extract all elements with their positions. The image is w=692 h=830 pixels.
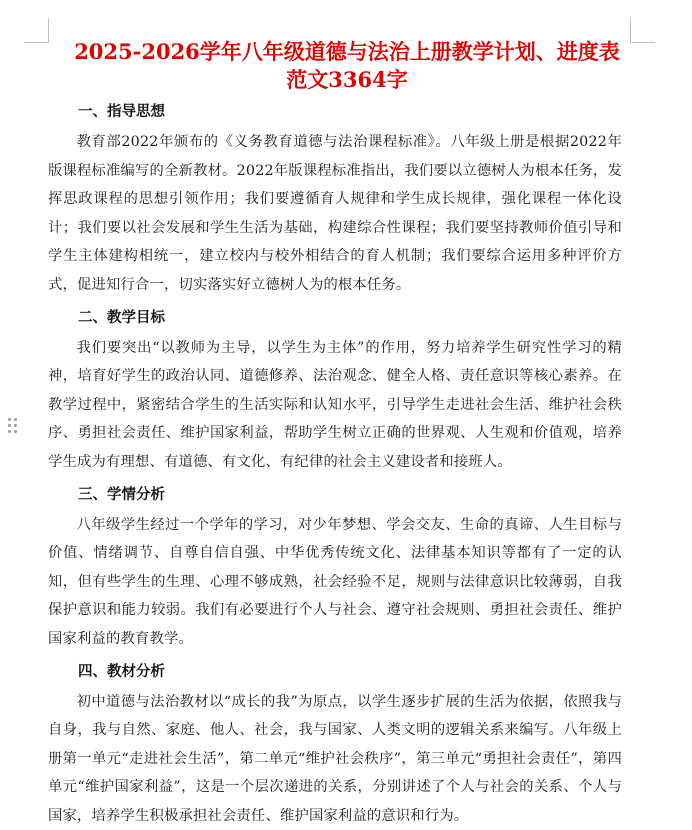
section-heading: 三、学情分析 — [78, 484, 622, 506]
section-heading: 一、指导思想 — [78, 101, 622, 123]
section-paragraph: 八年级学生经过一个学年的学习，对少年梦想、学会交友、生命的真谛、人生目标与价值、情绪调节、自尊自信自强、中华优秀传统文化、法律基本知识等都有了一定的认知，但有些学生的生理、心理不够成熟，社会经验不足，规则与法律意识比较薄弱，自我保护意识和能力较弱。我们有必要进行个人与社会、遵守社会规则、勇担社会责任、维护国家利益的教育教学。 — [48, 511, 622, 654]
page-corner-mark — [630, 18, 655, 43]
drag-handle-icon[interactable] — [8, 418, 18, 434]
page-corner-mark — [24, 18, 49, 43]
document-body[interactable] — [48, 38, 622, 830]
section-heading: 二、教学目标 — [78, 307, 622, 329]
section-paragraph: 初中道德与法治教材以“成长的我”为原点，以学生逐步扩展的生活为依据，依照我与自身，我与自然、家庭、他人、社会，我与国家、人类文明的逻辑关系来编写。八年级上册第一单元“走进社会生活”，第二单元“维护社会秩序”，第三单元“勇担社会责任”，第四单元“维护国家利益”，这是一个层次递进的关系，分别讲述了个人与社会的关系、个人与国家，培养学生积极承担社会责任、维护国家利益的意识和行为。 — [48, 688, 622, 830]
section-heading: 四、教材分析 — [78, 661, 622, 683]
document-title: 2025-2026学年八年级道德与法治上册教学计划、进度表范文3364字 — [48, 38, 622, 94]
section-paragraph: 我们要突出“以教师为主导，以学生为主体”的作用，努力培养学生研究性学习的精神，培育好学生的政治认同、道德修养、法治观念、健全人格、责任意识等核心素养。在教学过程中，紧密结合学生的生活实际和认知水平，引导学生走进社会生活、维护社会秩序、勇担社会责任、维护国家利益，帮助学生树立正确的世界观、人生观和价值观，培养学生成为有理想、有道德、有文化、有纪律的社会主义建设者和接班人。 — [48, 334, 622, 477]
section-paragraph: 教育部2022年颁布的《义务教育道德与法治课程标准》。八年级上册是根据2022年版课程标准编写的全新教材。2022年版课程标准指出，我们要以立德树人为根本任务，发挥思政课程的思想引领作用；我们要遵循育人规律和学生成长规律，强化课程一体化设计；我们要以社会发展和学生生活为基础，构建综合性课程；我们要坚持教师价值引导和学生主体建构相统一，建立校内与校外相结合的育人机制；我们要综合运用多种评价方式，促进知行合一，切实落实好立德树人为的根本任务。 — [48, 128, 622, 300]
